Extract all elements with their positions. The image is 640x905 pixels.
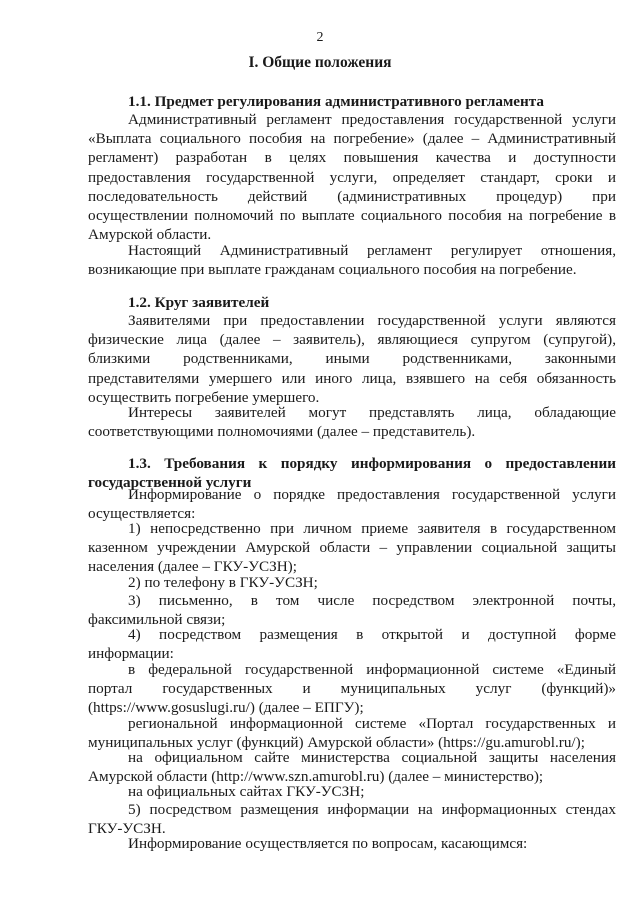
list-item-1 <box>88 519 616 577</box>
title-line: государственной услуги <box>88 474 252 492</box>
text-line: 5) посредством размещения информации на информационных стендах <box>128 801 616 818</box>
text-line: «Выплата социального пособия на погребение» (далее – Административный <box>88 130 616 148</box>
section-1-1-paragraph-1 <box>88 110 616 244</box>
text-line: 1) непосредственно при личном приеме заявителя в государственном <box>128 520 616 537</box>
section-1-1-paragraph-2 <box>88 241 616 279</box>
text-line: физические лица (далее – заявитель), являющиеся супругом (супругой), <box>88 331 616 349</box>
text-line: портал государственных и муниципальных услуг (функций)» <box>88 680 616 698</box>
section-1-2-title: 1.2. Круг заявителей <box>128 294 270 311</box>
text-line: близкими родственниками, иными родственниками, законными <box>88 350 616 368</box>
subitem-gku-sites <box>88 782 616 801</box>
text-line: Амурской области (http://www.szn.amurobl.ru) (далее – министерство); <box>88 768 544 786</box>
text-line: возникающие при выплате гражданам социального пособия на погребение. <box>88 261 577 279</box>
text-line: осуществить погребение умершего. <box>88 388 320 406</box>
subitem-ministry-site <box>88 748 616 786</box>
text-line: осуществляется: <box>88 505 196 523</box>
text-line: Информирование осуществляется по вопросам, касающимся: <box>128 835 528 852</box>
text-line: факсимильной связи; <box>88 611 226 629</box>
text-line: Амурской области. <box>88 226 212 244</box>
text-line: регламент) разработан в целях повышения качества и доступности <box>88 149 616 167</box>
list-item-2 <box>88 573 616 592</box>
text-line: муниципальных услуг (функций) Амурской области» (https://gu.amurobl.ru/); <box>88 734 585 752</box>
text-line: Информирование о порядке предоставления государственной услуги <box>128 486 616 503</box>
text-line: Настоящий Административный регламент регулирует отношения, <box>128 242 616 259</box>
section-1-2-paragraph-2 <box>88 403 616 441</box>
closing-line <box>88 834 616 853</box>
list-item-5 <box>88 800 616 838</box>
text-line: населения (далее – ГКУ-УСЗН); <box>88 558 297 576</box>
text-line: казенном учреждении Амурской области – управлении социальной защиты <box>88 539 616 557</box>
text-line: Интересы заявителей могут представлять лица, обладающие <box>128 404 616 421</box>
text-line: (https://www.gosuslugi.ru/) (далее – ЕПГУ); <box>88 699 364 717</box>
section-1-2-paragraph-1 <box>88 311 616 407</box>
chapter-title: I. Общие положения <box>248 54 392 71</box>
text-line: Заявителями при предоставлении государственной услуги являются <box>128 312 616 329</box>
text-line: на официальном сайте министерства социальной защиты населения <box>128 749 616 766</box>
text-line: 3) письменно, в том числе посредством электронной почты, <box>128 592 616 609</box>
text-line: предоставления государственной услуги, определяет стандарт, сроки и <box>88 168 616 186</box>
text-line: осуществлении полномочий по выплате социального пособия на погребение в <box>88 207 616 225</box>
page-number: 2 <box>316 30 324 45</box>
text-line: ГКУ-УСЗН. <box>88 820 166 838</box>
subitem-regional-portal <box>88 714 616 752</box>
subitem-epgu <box>88 660 616 718</box>
section-1-3-intro <box>88 485 616 523</box>
text-line: в федеральной государственной информационной системе «Единый <box>128 661 616 678</box>
text-line: последовательность действий (административных процедур) при <box>88 187 616 205</box>
title-line: 1.3. Требования к порядку информирования о предоставлении <box>128 455 616 472</box>
text-line: соответствующими полномочиями (далее – представитель). <box>88 423 476 441</box>
text-line: региональной информационной системе «Портал государственных и <box>128 715 616 732</box>
list-item-3 <box>88 591 616 629</box>
list-item-4 <box>88 625 616 663</box>
text-line: представителями умершего или иного лица, взявшего на себя обязанность <box>88 369 616 387</box>
text-line: информации: <box>88 645 174 663</box>
text-line: Административный регламент предоставления государственной услуги <box>128 111 616 128</box>
text-line: на официальных сайтах ГКУ-УСЗН; <box>128 783 365 800</box>
section-1-1-title: 1.1. Предмет регулирования административного регламента <box>128 93 545 110</box>
text-line: 4) посредством размещения в открытой и доступной форме <box>128 626 616 643</box>
text-line: 2) по телефону в ГКУ-УСЗН; <box>128 574 318 591</box>
